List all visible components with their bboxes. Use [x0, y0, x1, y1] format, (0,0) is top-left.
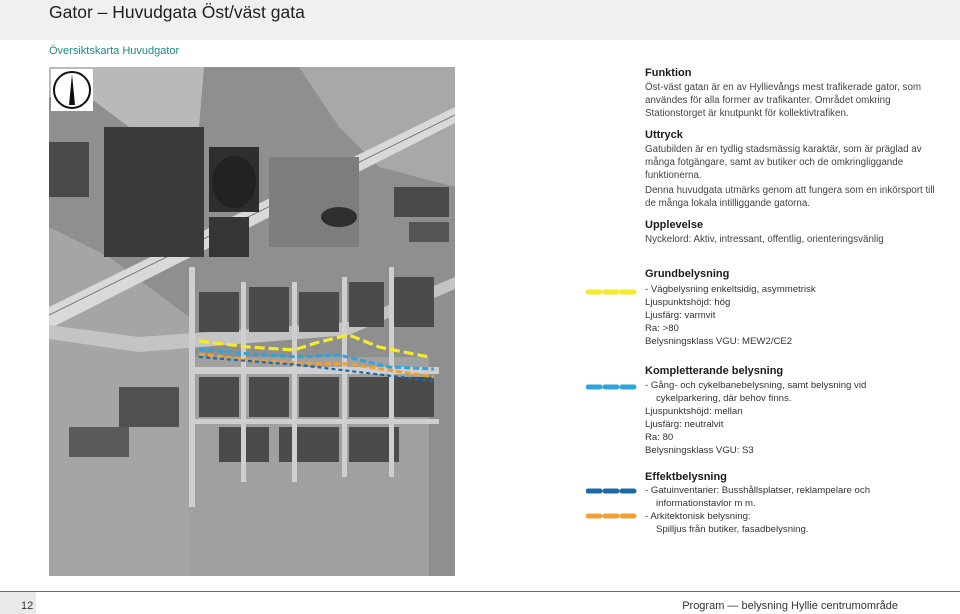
uttryck-body-2: Denna huvudgata utmärks genom att fungera som en inkörsport till de många lokala intilliggande gatorna.	[645, 185, 935, 209]
kompl-line-5: Ra: 80	[645, 432, 674, 443]
map-graphic	[49, 67, 455, 576]
kompl-line-4: Ljusfärg: neutralvit	[645, 419, 724, 430]
page-number: 12	[21, 600, 34, 612]
upplevelse-heading: Upplevelse	[645, 219, 704, 231]
page-title: Gator – Huvudgata Öst/väst gata	[49, 2, 305, 22]
effekt-line-1: - Gatuinventarier: Busshållsplatser, reklampelare och	[645, 485, 871, 496]
grund-heading: Grundbelysning	[645, 268, 730, 280]
grund-line-1: - Vägbelysning enkeltsidig, asymmetrisk	[645, 284, 816, 295]
north-arrow-icon	[51, 69, 93, 111]
uttryck-body-1: Gatubilden är en tydlig stadsmässig karaktär, som är präglad av många fotgängare, samt av butiker och de omkringliggande funktionerna.	[645, 144, 922, 181]
grund-line-5: Belysningsklass VGU: MEW2/CE2	[645, 336, 793, 347]
document-title: Program — belysning Hyllie centrumområde	[682, 600, 898, 612]
upplevelse-body: Nyckelord: Aktiv, intressant, offentlig, orienteringsvänlig	[645, 234, 884, 245]
overview-map	[49, 67, 455, 576]
uttryck-heading: Uttryck	[645, 129, 683, 141]
effekt-line-2: informationstavlor m m.	[656, 498, 756, 509]
effekt-line-4: Spilljus från butiker, fasadbelysning.	[656, 524, 809, 535]
kompl-line-1: - Gång- och cykelbanebelysning, samt belysning vid	[645, 380, 867, 391]
grund-line-3: Ljusfärg: varmvit	[645, 310, 716, 321]
kompl-line-6: Belysningsklass VGU: S3	[645, 445, 754, 456]
grund-line-4: Ra: >80	[645, 323, 679, 334]
effekt-heading: Effektbelysning	[645, 471, 727, 483]
kompl-heading: Kompletterande belysning	[645, 365, 784, 377]
funktion-heading: Funktion	[645, 67, 692, 79]
yellow-line-swatch	[586, 289, 640, 295]
kompl-line-3: Ljuspunktshöjd: mellan	[645, 406, 743, 417]
description-column	[645, 66, 935, 254]
map-caption: Översiktskarta Huvudgator	[49, 45, 180, 57]
footer-rule	[0, 591, 960, 592]
darkblue-line-swatch	[586, 488, 640, 494]
funktion-body: Öst-väst gatan är en av Hyllievångs mest trafikerade gator, som användes för alla former av trafikanter. Området omkring Stationstorget är knutpunkt för kollektivtrafiken.	[645, 82, 922, 119]
effekt-line-3: - Arkitektonisk belysning:	[645, 511, 751, 522]
orange-line-swatch	[586, 513, 640, 519]
lightblue-line-swatch	[586, 384, 640, 390]
kompl-line-2: cykelparkering, där behov finns.	[656, 393, 792, 404]
grund-line-2: Ljuspunktshöjd: hög	[645, 297, 731, 308]
